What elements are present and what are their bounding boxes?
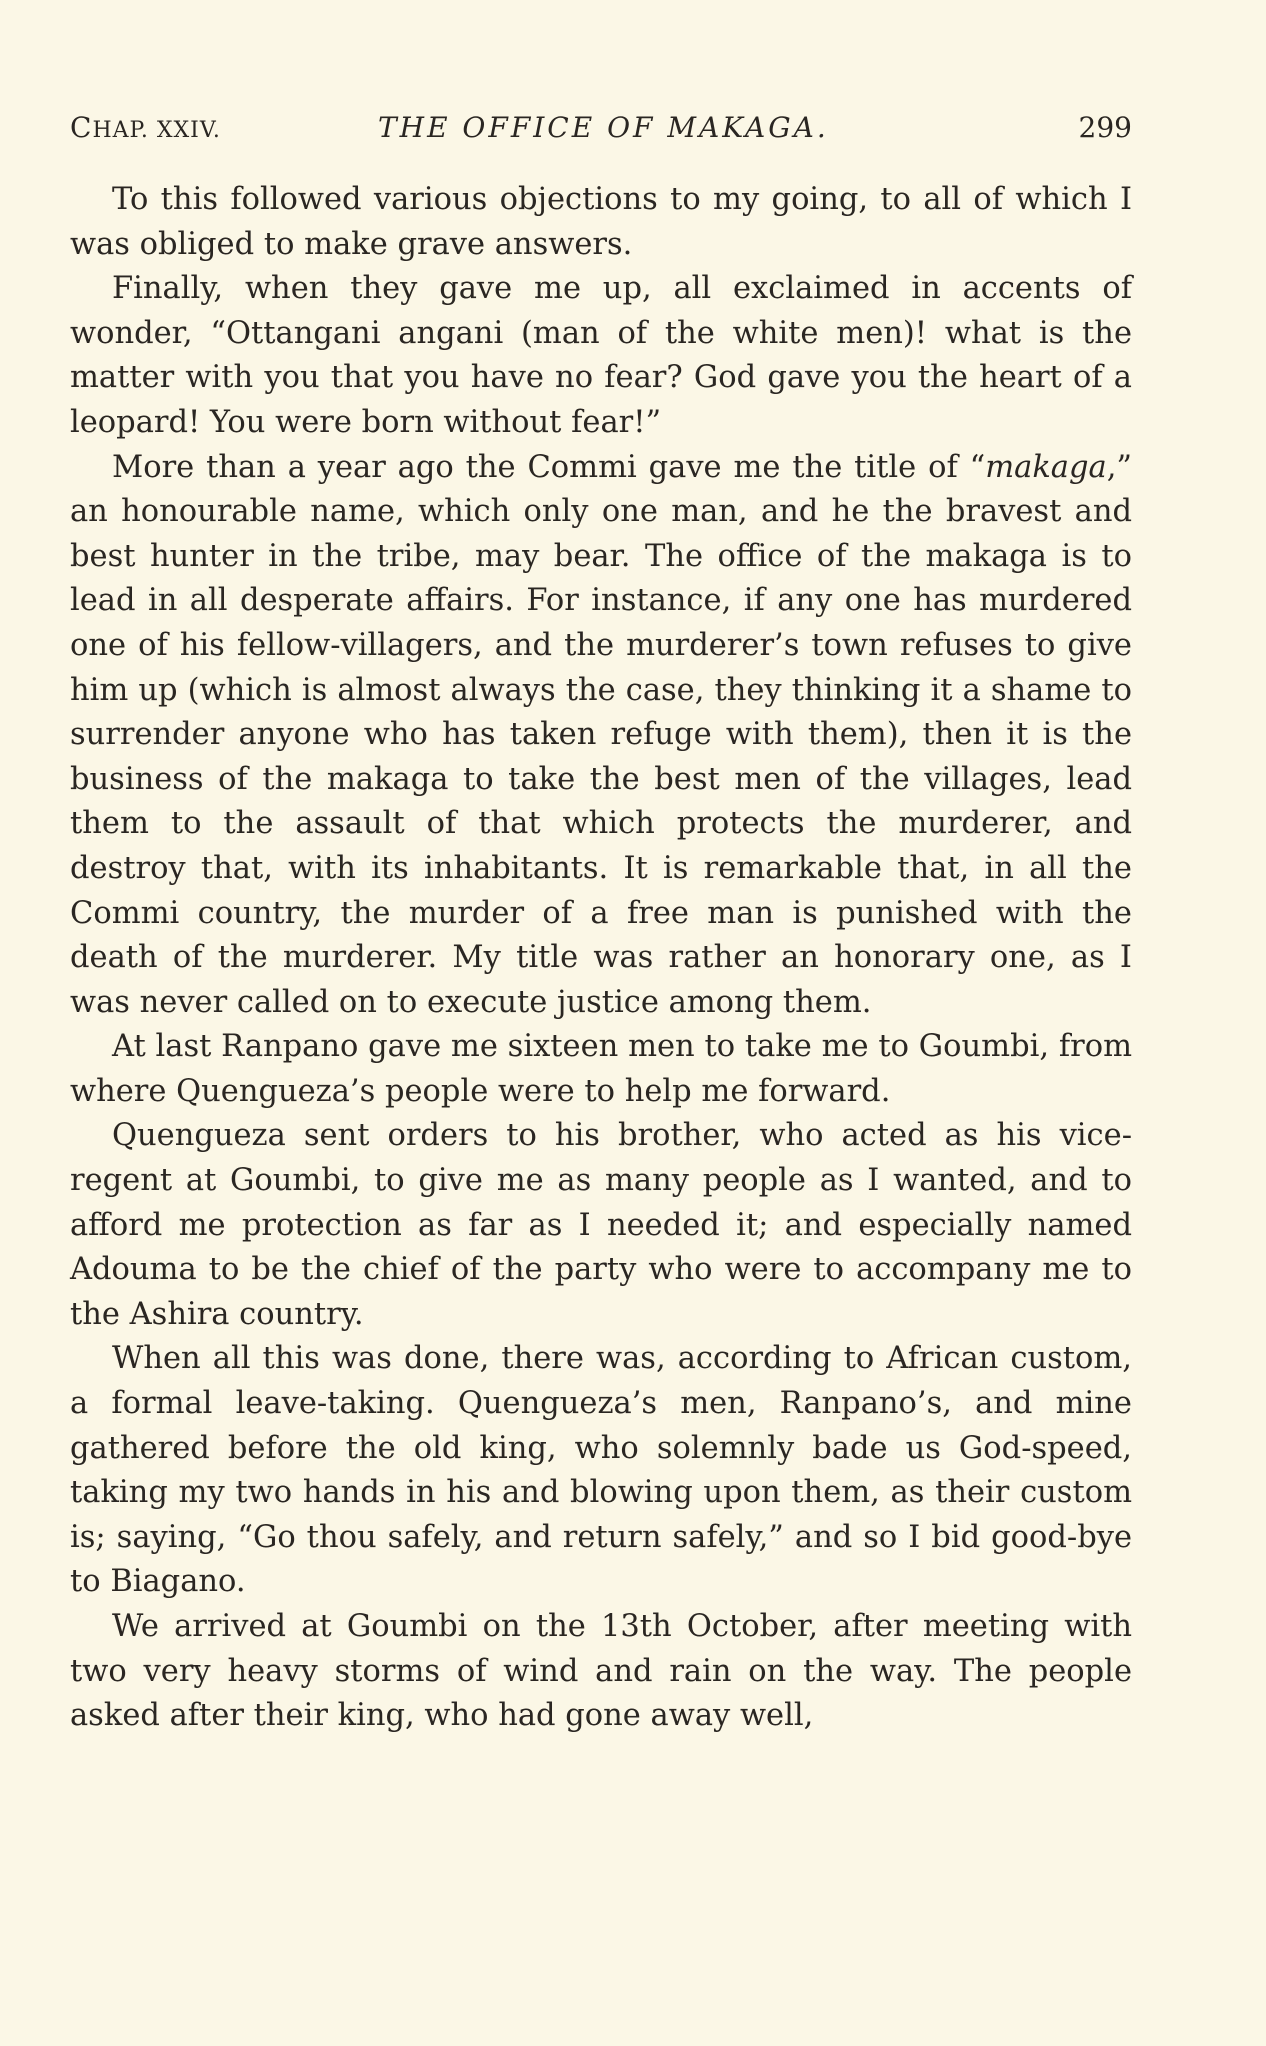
page-number: 299 — [1078, 111, 1132, 144]
body-text — [70, 178, 1132, 1739]
paragraph-4: At last Ranpano gave me sixteen men to take me to Goumbi, from where Quengueza’s people were to help me forward. — [70, 1029, 1132, 1109]
book-page — [70, 0, 1132, 2046]
chapter-label-rest: HAP. XXIV. — [92, 118, 221, 143]
paragraph-7: We arrived at Goumbi on the 13th October, after meeting with two very heavy storms of wind and rain on the way. The people asked after their king, who had gone away well, — [70, 1609, 1132, 1734]
running-header — [70, 108, 1132, 148]
paragraph-1: To this followed various objections to my going, to all of which I was obliged to make grave answers. — [70, 182, 1132, 262]
paragraph-5: Quengueza sent orders to his brother, who acted as his vice-regent at Goumbi, to give me as many people as I wanted, and to afford me protection as far as I needed it; and especially named Adouma to be the chief of the party who were to accompany me to the Ashira country. — [70, 1118, 1132, 1332]
paragraph-6: When all this was done, there was, according to African custom, a formal leave-taking. Quengueza’s men, Ranpano’s, and mine gathered before the old king, who solemnly bade us God-speed, taking my two hands in his and blowing upon them, as their custom is; saying, “Go thou safely, and return safely,” and so I bid good-bye to Biagano. — [70, 1341, 1132, 1600]
makaga-term: makaga — [985, 449, 1107, 485]
chapter-label-initial: C — [70, 111, 93, 144]
chapter-label — [70, 108, 221, 151]
paragraph-3 — [70, 446, 1132, 1026]
paragraph-2: Finally, when they gave me up, all exclaimed in accents of wonder, “Ottangani angani (man of the white men)! what is the matter with you that you have no fear? God gave you the heart of a leopard! You were born without fear!” — [70, 271, 1132, 440]
paragraph-3-rest: ,” an honourable name, which only one man, and he the bravest and best hunter in the tribe, may bear. The office of the makaga is to lead in all desperate affairs. For instance, if any one has murdered one of his fellow-villagers, and the murderer’s town refuses to give him up (which is almost always the case, they thinking it a shame to surrender anyone who has taken refuge with them), then it is the business of the makaga to take the best men of the villages, lead them to the assault of that which protects the murderer, and destroy that, with its inhabitants. It is remarkable that, in all the Commi country, the murder of a free man is punished with the death of the murderer. My title was rather an honorary one, as I was never called on to execute justice among them. — [70, 449, 1132, 1020]
paragraph-3-start: More than a year ago the Commi gave me the title of “ — [112, 449, 986, 485]
page-title: THE OFFICE OF MAKAGA. — [378, 111, 829, 144]
